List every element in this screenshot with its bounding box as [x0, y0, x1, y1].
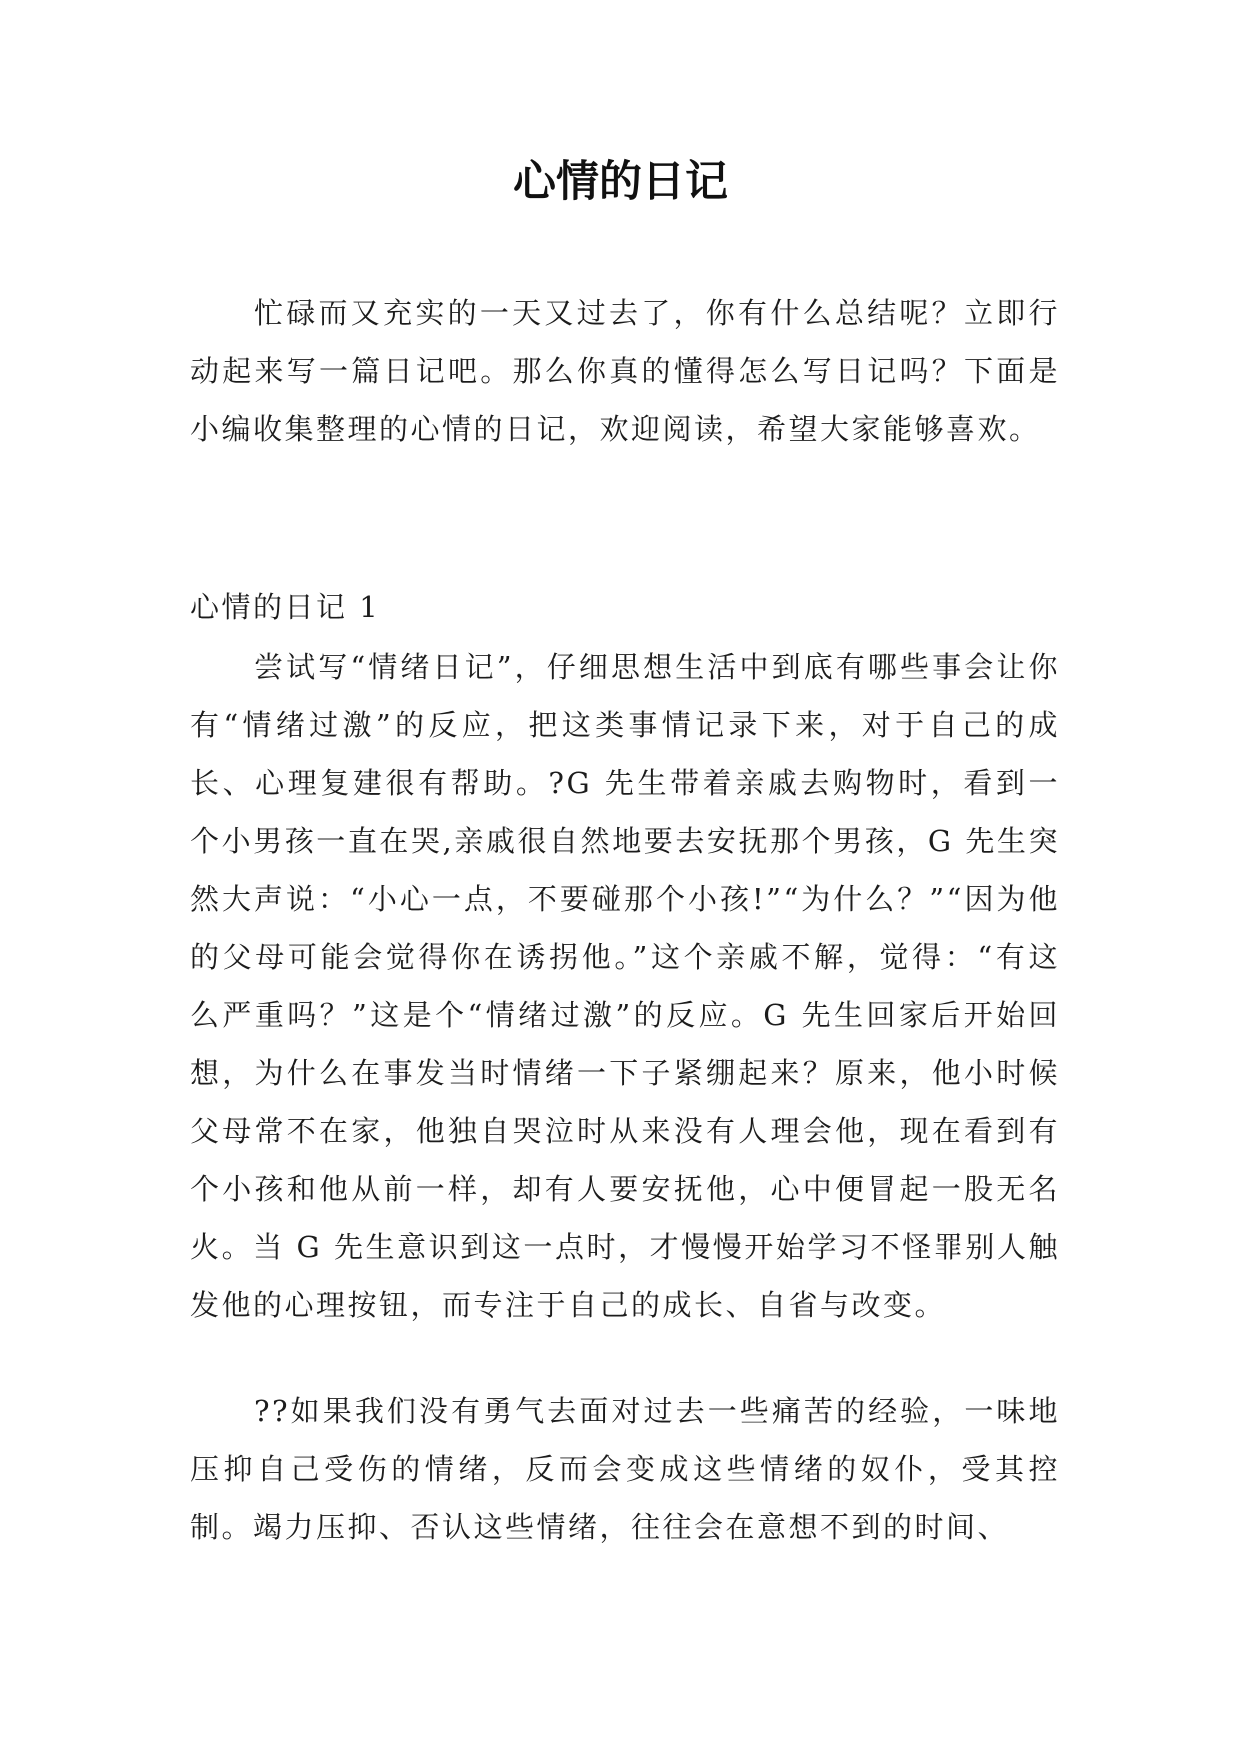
page-title: 心情的日记 [513, 157, 728, 207]
body-paragraph: ??如果我们没有勇气去面对过去一些痛苦的经验，一味地压抑自己受伤的情绪，反而会变成这些情绪的奴仆，受其控制。竭力压抑、否认这些情绪，往往会在意想不到的时间、 [190, 1394, 1060, 1544]
intro-paragraph: 忙碌而又充实的一天又过去了，你有什么总结呢？立即行动起来写一篇日记吧。那么你真的懂得怎么写日记吗？下面是小编收集整理的心情的日记，欢迎阅读，希望大家能够喜欢。 [190, 296, 1060, 446]
body-paragraph: 尝试写“情绪日记”，仔细思想生活中到底有哪些事会让你有“情绪过激”的反应，把这类事情记录下来，对于自己的成长、心理复建很有帮助。?G 先生带着亲戚去购物时，看到一个小男孩一直在哭,亲戚很自然地要去安抚那个男孩，G 先生突然大声说：“小心一点，不要碰那个小孩!”“为什么？”“因为他的父母可能会觉得你在诱拐他。”这个亲戚不解，觉得：“有这么严重吗？”这是个“情绪过激”的反应。G 先生回家后开始回想，为什么在事发当时情绪一下子紧绷起来？原来，他小时候父母常不在家，他独自哭泣时从来没有人理会他，现在看到有个小孩和他从前一样，却有人要安抚他，心中便冒起一股无名火。当 G 先生意识到这一点时，才慢慢开始学习不怪罪别人触发他的心理按钮，而专注于自己的成长、自省与改变。 [190, 650, 1060, 1322]
section-heading: 心情的日记 1 [190, 590, 381, 624]
